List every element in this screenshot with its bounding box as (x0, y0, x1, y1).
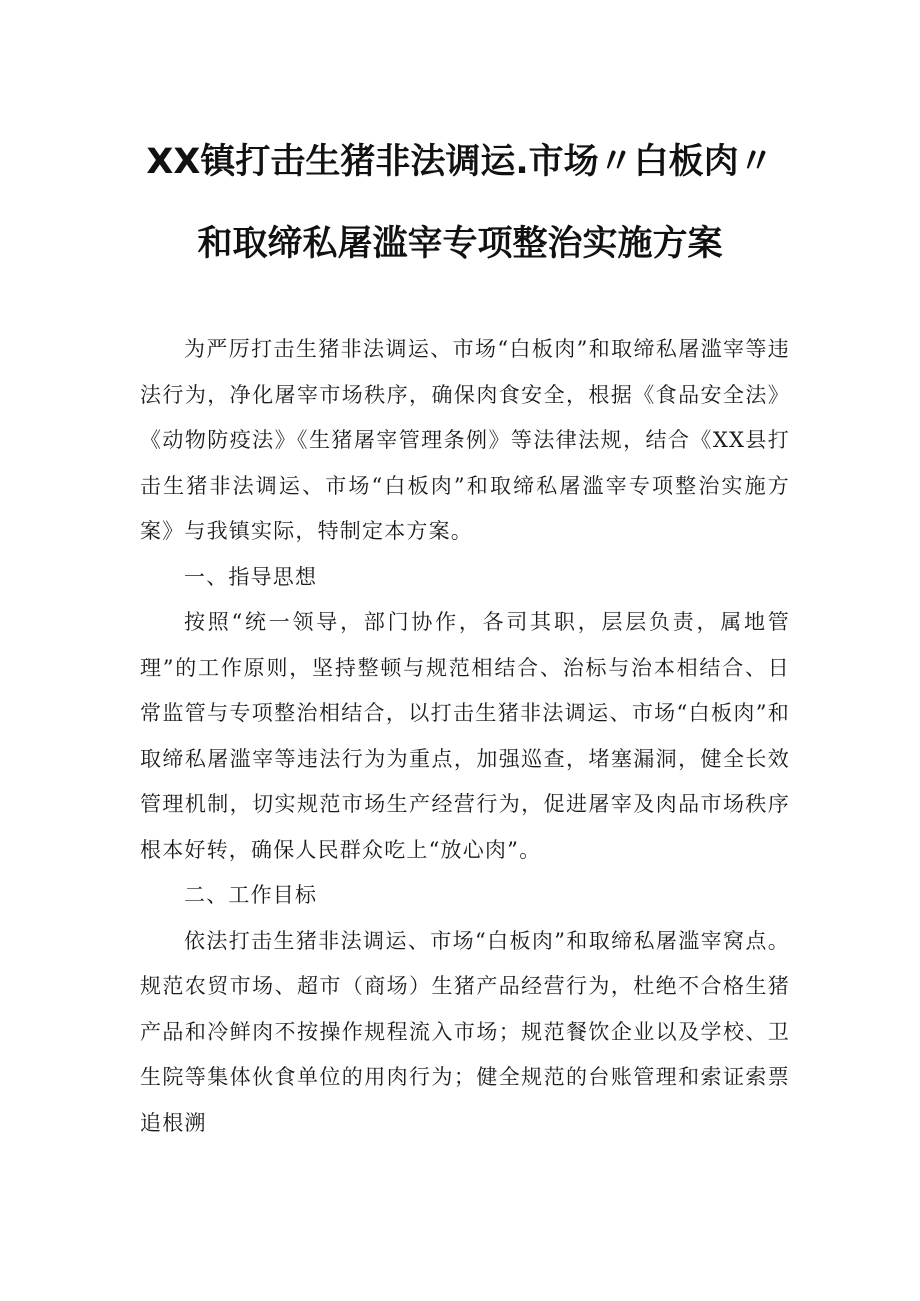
intro-paragraph: 为严厉打击生猪非法调运、市场“白板肉”和取缔私屠滥宰等违法行为，净化屠宰市场秩序，确保肉食安全，根据《食品安全法》《动物防疫法》《生猪屠宰管理条例》等法律法规，结合《XX县打击生猪非法调运、市场“白板肉”和取缔私屠滥宰专项整治实施方案》与我镇实际，特制定本方案。 (140, 337, 790, 543)
document-title-line-1: XX镇打击生猪非法调运.市场〃白板肉〃 (146, 142, 774, 182)
document-body (140, 327, 790, 1146)
document-title-line-2: 和取缔私屠滥宰专项整治实施方案 (197, 224, 723, 264)
section-heading-guiding-ideology: 一、指导思想 (184, 564, 318, 589)
section-heading-work-goals: 二、工作目标 (184, 883, 318, 907)
work-goals-paragraph: 依法打击生猪非法调运、市场“白板肉”和取缔私屠滥宰窝点。规范农贸市场、超市（商场）生猪产品经营行为，杜绝不合格生猪产品和冷鲜肉不按操作规程流入市场；规范餐饮企业以及学校、卫生院等集体伙食单位的用肉行为；健全规范的台账管理和索证索票追根溯 (140, 928, 790, 1135)
guiding-ideology-paragraph: 按照“统一领导，部门协作，各司其职，层层负责，属地管理”的工作原则，坚持整顿与规范相结合、治标与治本相结合、日常监管与专项整治相结合，以打击生猪非法调运、市场“白板肉”和取缔私屠滥宰等违法行为为重点，加强巡查，堵塞漏洞，健全长效管理机制，切实规范市场生产经营行为，促进屠宰及肉品市场秩序根本好转，确保人民群众吃上“放心肉”。 (140, 610, 790, 862)
